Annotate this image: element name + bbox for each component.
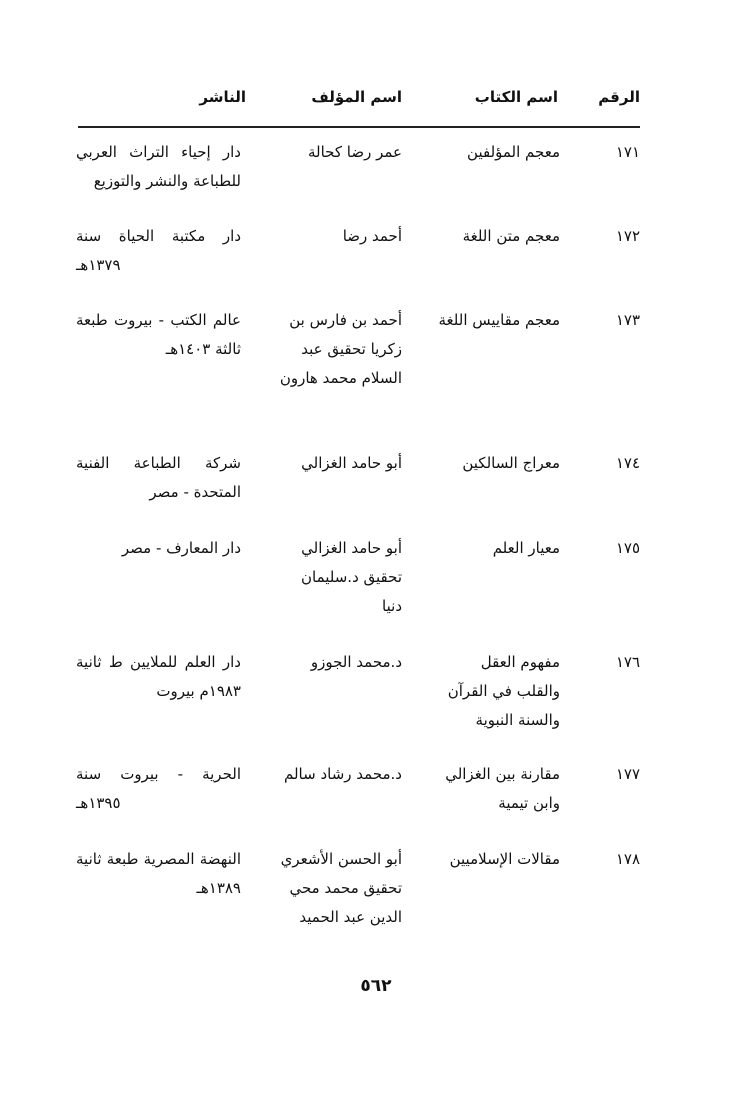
- row-number: ١٧٤: [615, 454, 640, 472]
- author-name: أبو حامد الغزالي تحقيق د.سليمان دنيا: [300, 539, 402, 615]
- header-num: الرقم: [598, 88, 640, 106]
- publisher: دار إحياء التراث العربي للطباعة والنشر والتوزيع: [76, 143, 241, 190]
- row-number: ١٧٦: [615, 653, 640, 671]
- book-title: مقارنة بين الغزالي وابن تيمية: [445, 765, 560, 812]
- table-header: [78, 88, 640, 118]
- publisher: عالم الكتب - بيروت طبعة ثالثة ١٤٠٣هـ: [76, 311, 241, 358]
- publisher: دار المعارف - مصر: [121, 539, 241, 557]
- author-name: د.محمد رشاد سالم: [283, 765, 402, 783]
- header-book-title: اسم الكتاب: [474, 88, 558, 106]
- author-name: أحمد بن فارس بن زكريا تحقيق عبد السلام محمد هارون: [279, 311, 402, 387]
- row-number: ١٧٨: [615, 850, 640, 868]
- book-title: معيار العلم: [492, 539, 560, 557]
- publisher: دار مكتبة الحياة سنة ١٣٧٩هـ: [76, 227, 241, 274]
- row-number: ١٧٣: [615, 311, 640, 329]
- author-name: أبو حامد الغزالي: [301, 454, 402, 472]
- author-name: أحمد رضا: [342, 227, 402, 245]
- book-title: معجم مقاييس اللغة: [438, 311, 560, 329]
- author-name: أبو الحسن الأشعري تحقيق محمد محي الدين عبد الحميد: [280, 850, 402, 926]
- author-name: د.محمد الجوزو: [310, 653, 402, 671]
- book-title: مفهوم العقل والقلب في القرآن والسنة النبوية: [447, 653, 560, 729]
- publisher: شركة الطباعة الفنية المتحدة - مصر: [76, 454, 241, 501]
- book-title: معجم متن اللغة: [462, 227, 560, 245]
- header-publisher: الناشر: [199, 88, 246, 106]
- header-divider: [78, 126, 640, 128]
- row-number: ١٧٥: [615, 539, 640, 557]
- publisher: النهضة المصرية طبعة ثانية ١٣٨٩هـ: [76, 850, 241, 897]
- row-number: ١٧١: [615, 143, 640, 161]
- book-title: مقالات الإسلاميين: [449, 850, 560, 868]
- book-title: معراج السالكين: [462, 454, 560, 472]
- row-number: ١٧٢: [615, 227, 640, 245]
- page-number: ٥٦٢: [360, 976, 392, 996]
- header-author: اسم المؤلف: [311, 88, 402, 106]
- row-number: ١٧٧: [615, 765, 640, 783]
- book-title: معجم المؤلفين: [467, 143, 560, 161]
- publisher: الحرية - بيروت سنة ١٣٩٥هـ: [76, 765, 241, 812]
- author-name: عمر رضا كحالة: [308, 143, 402, 161]
- publisher: دار العلم للملايين ط ثانية ١٩٨٣م بيروت: [76, 653, 241, 700]
